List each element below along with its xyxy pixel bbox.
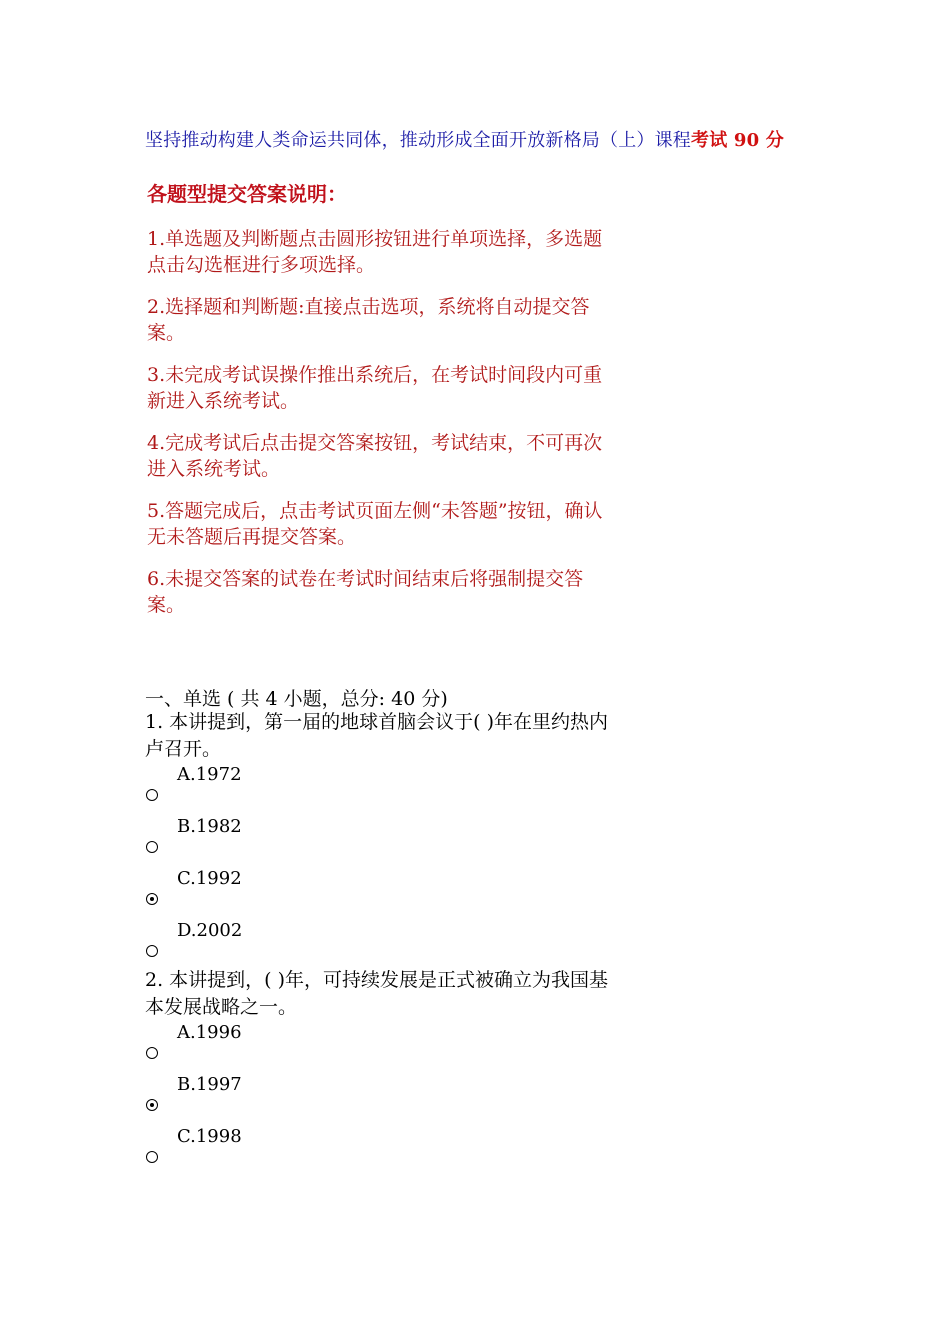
question-text: 2. 本讲提到，( )年，可持续发展是正式被确立为我国基本发展战略之一。 bbox=[145, 969, 609, 1018]
instruction-item: 1.单选题及判断题点击圆形按钮进行单项选择，多选题点击勾选框进行多项选择。 bbox=[147, 228, 603, 276]
instruction-item: 5.答题完成后，点击考试页面左侧“未答题”按钮，确认无未答题后再提交答案。 bbox=[147, 500, 603, 548]
option-b[interactable] bbox=[145, 815, 615, 867]
option-label: C.1992 bbox=[177, 868, 242, 889]
radio-button-selected[interactable] bbox=[146, 1099, 158, 1111]
course-title bbox=[145, 126, 784, 152]
instruction-item: 6.未提交答案的试卷在考试时间结束后将强制提交答案。 bbox=[147, 568, 584, 616]
instructions-heading: 各题型提交答案说明： bbox=[147, 182, 347, 206]
option-label: B.1997 bbox=[177, 1074, 242, 1095]
question-text: 1. 本讲提到，第一届的地球首脑会议于( )年在里约热内卢召开。 bbox=[145, 711, 609, 760]
question-2 bbox=[145, 967, 615, 1177]
option-a[interactable] bbox=[145, 763, 615, 815]
radio-button[interactable] bbox=[146, 789, 158, 801]
exam-score: 考试 90 分 bbox=[691, 130, 784, 151]
option-d[interactable] bbox=[145, 919, 615, 971]
section-heading: 一、单选 ( 共 4 小题，总分: 40 分) bbox=[145, 688, 448, 710]
option-a[interactable] bbox=[145, 1021, 615, 1073]
radio-button-selected[interactable] bbox=[146, 893, 158, 905]
instruction-item: 2.选择题和判断题:直接点击选项，系统将自动提交答案。 bbox=[147, 296, 590, 344]
option-c[interactable] bbox=[145, 867, 615, 919]
instruction-item: 4.完成考试后点击提交答案按钮，考试结束，不可再次进入系统考试。 bbox=[147, 432, 603, 480]
option-b[interactable] bbox=[145, 1073, 615, 1125]
option-label: B.1982 bbox=[177, 816, 242, 837]
option-label: A.1972 bbox=[177, 764, 242, 785]
instruction-item: 3.未完成考试误操作推出系统后，在考试时间段内可重新进入系统考试。 bbox=[147, 364, 603, 412]
option-label: A.1996 bbox=[177, 1022, 242, 1043]
radio-button[interactable] bbox=[146, 1047, 158, 1059]
radio-button[interactable] bbox=[146, 945, 158, 957]
instructions-list bbox=[147, 226, 617, 634]
radio-button[interactable] bbox=[146, 841, 158, 853]
option-label: D.2002 bbox=[177, 920, 243, 941]
question-1 bbox=[145, 709, 615, 971]
radio-button[interactable] bbox=[146, 1151, 158, 1163]
option-c[interactable] bbox=[145, 1125, 615, 1177]
course-title-text: 坚持推动构建人类命运共同体，推动形成全面开放新格局（上）课程 bbox=[145, 130, 691, 151]
option-label: C.1998 bbox=[177, 1126, 242, 1147]
